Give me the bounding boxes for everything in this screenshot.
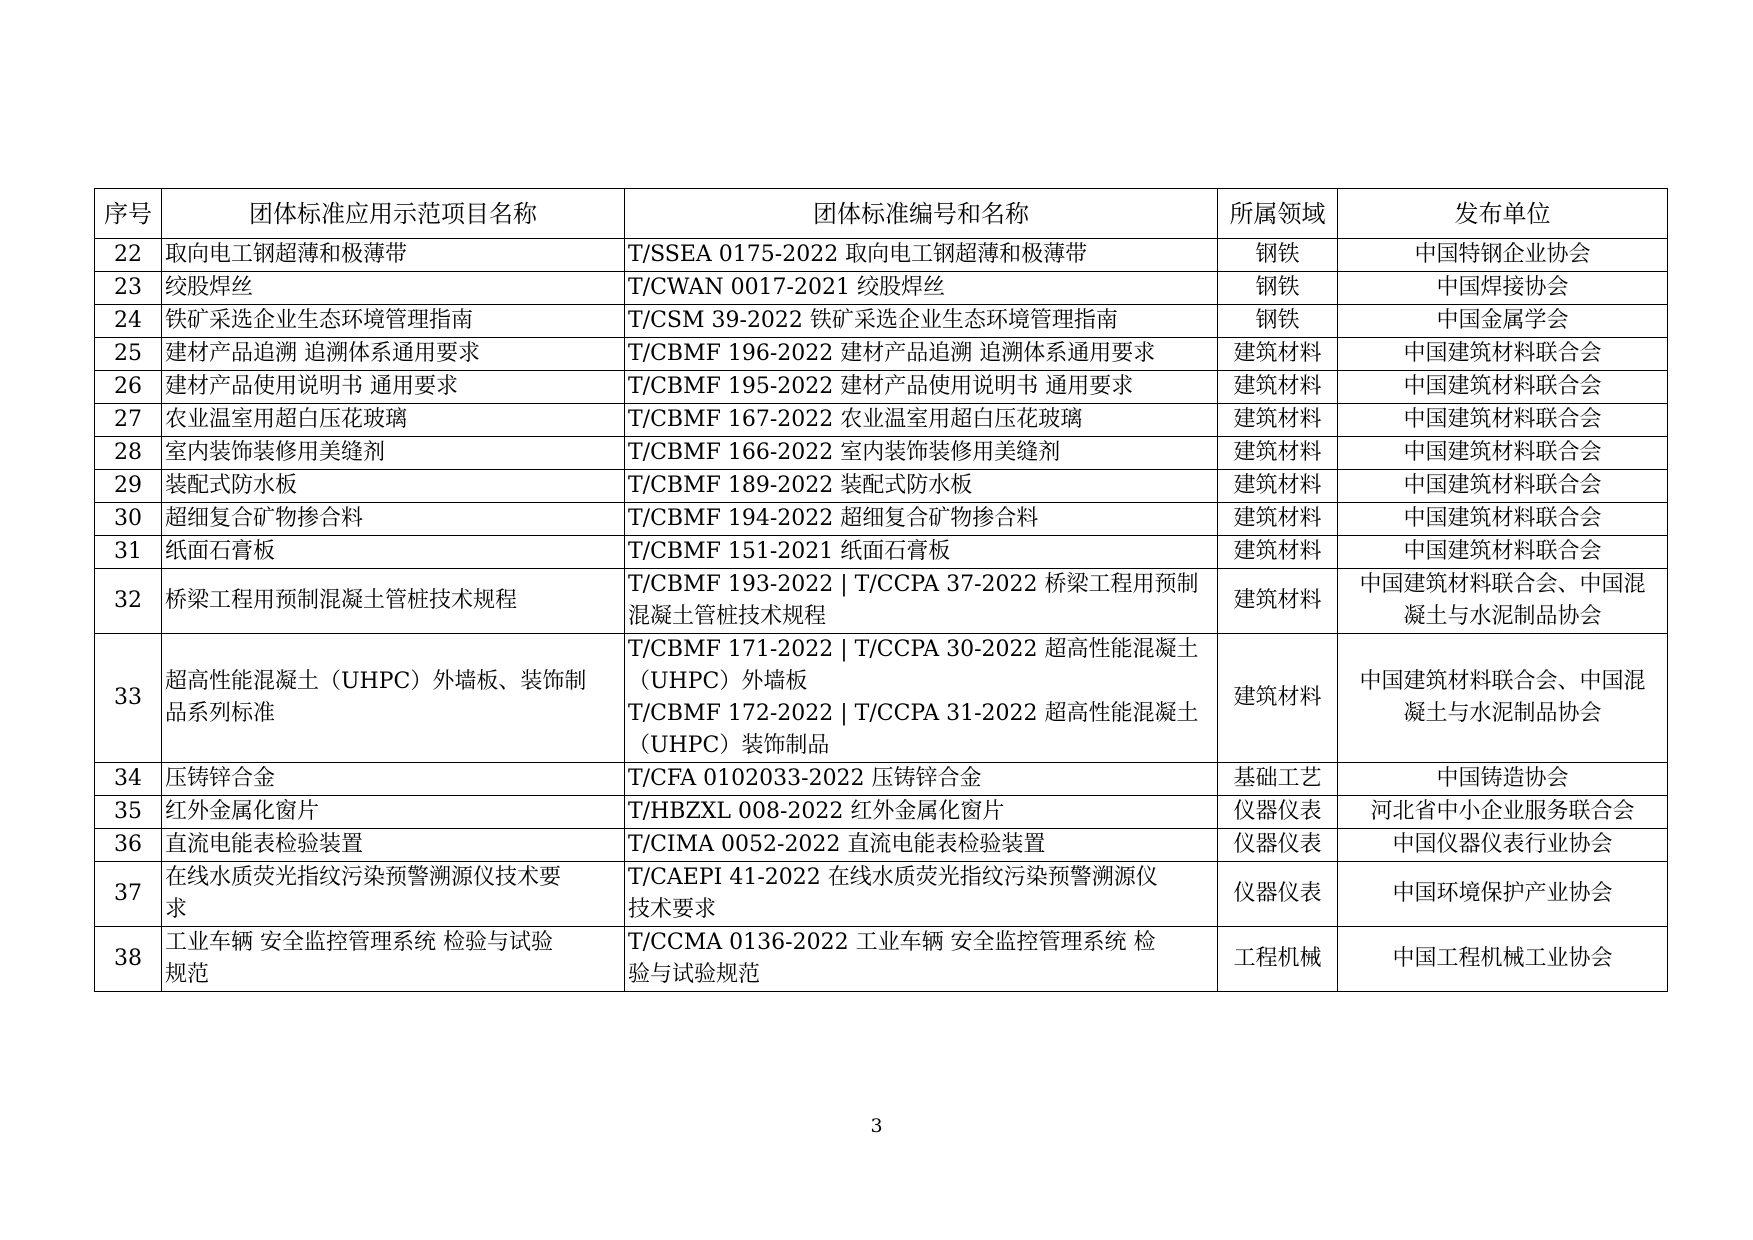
cell-project-name	[162, 569, 625, 634]
cell-field: 钢铁	[1218, 272, 1338, 305]
cell-standard-code-line: T/CFA 0102033-2022 压铸锌合金	[628, 766, 982, 791]
cell-project-name	[162, 536, 625, 569]
cell-field: 建筑材料	[1218, 437, 1338, 470]
table-row	[95, 503, 1668, 536]
page-number: 3	[870, 1115, 883, 1137]
cell-publisher-line: 中国建筑材料联合会	[1403, 539, 1602, 564]
cell-field: 钢铁	[1218, 239, 1338, 272]
table-row	[95, 829, 1668, 862]
cell-publisher	[1338, 829, 1668, 862]
cell-publisher	[1338, 569, 1668, 634]
cell-no: 38	[95, 927, 162, 992]
cell-publisher	[1338, 338, 1668, 371]
cell-publisher-line: 中国建筑材料联合会	[1403, 506, 1602, 531]
cell-publisher-line: 中国环境保护产业协会	[1392, 881, 1613, 906]
cell-project-name	[162, 272, 625, 305]
cell-project-name-line: 求	[165, 897, 188, 922]
cell-standard-code-line: T/CBMF 194-2022 超细复合矿物掺合料	[628, 506, 1039, 531]
cell-standard-code	[625, 305, 1218, 338]
cell-publisher-line: 中国金属学会	[1436, 308, 1569, 333]
cell-publisher	[1338, 503, 1668, 536]
cell-field: 基础工艺	[1218, 763, 1338, 796]
table-header-row	[95, 189, 1668, 239]
cell-project-name-line: 装配式防水板	[165, 473, 298, 498]
header-standard-code: 团体标准编号和名称	[625, 189, 1218, 239]
cell-project-name	[162, 796, 625, 829]
cell-no: 22	[95, 239, 162, 272]
cell-publisher-line: 中国焊接协会	[1436, 275, 1569, 300]
cell-project-name	[162, 862, 625, 927]
cell-standard-code	[625, 569, 1218, 634]
header-project-name: 团体标准应用示范项目名称	[162, 189, 625, 239]
cell-project-name-line: 铁矿采选企业生态环境管理指南	[165, 308, 474, 333]
cell-no: 26	[95, 371, 162, 404]
cell-field: 钢铁	[1218, 305, 1338, 338]
table-row	[95, 470, 1668, 503]
cell-standard-code-line: T/CAEPI 41-2022 在线水质荧光指纹污染预警溯源仪	[628, 865, 1158, 890]
cell-publisher-line: 中国工程机械工业协会	[1392, 946, 1613, 971]
cell-project-name	[162, 437, 625, 470]
cell-project-name	[162, 763, 625, 796]
table-row	[95, 239, 1668, 272]
cell-publisher	[1338, 371, 1668, 404]
cell-project-name	[162, 239, 625, 272]
cell-project-name	[162, 503, 625, 536]
cell-project-name	[162, 829, 625, 862]
table-row	[95, 404, 1668, 437]
cell-standard-code	[625, 338, 1218, 371]
cell-project-name-line: 农业温室用超白压花玻璃	[165, 407, 408, 432]
cell-project-name-line: 桥梁工程用预制混凝土管桩技术规程	[165, 588, 518, 613]
cell-no: 28	[95, 437, 162, 470]
cell-project-name-line: 建材产品追溯 追溯体系通用要求	[165, 341, 480, 366]
cell-publisher	[1338, 239, 1668, 272]
cell-standard-code	[625, 763, 1218, 796]
cell-standard-code	[625, 796, 1218, 829]
cell-publisher	[1338, 536, 1668, 569]
cell-standard-code-line: T/CBMF 166-2022 室内装饰装修用美缝剂	[628, 440, 1061, 465]
table-row	[95, 763, 1668, 796]
cell-field: 建筑材料	[1218, 338, 1338, 371]
cell-publisher	[1338, 927, 1668, 992]
cell-publisher-line: 中国建筑材料联合会	[1403, 407, 1602, 432]
cell-project-name-line: 超细复合矿物掺合料	[165, 506, 364, 531]
table-row	[95, 437, 1668, 470]
cell-project-name	[162, 338, 625, 371]
header-no: 序号	[95, 189, 162, 239]
cell-publisher	[1338, 634, 1668, 763]
cell-publisher	[1338, 437, 1668, 470]
cell-project-name-line: 工业车辆 安全监控管理系统 检验与试验	[165, 930, 553, 955]
cell-no: 36	[95, 829, 162, 862]
cell-field: 工程机械	[1218, 927, 1338, 992]
cell-standard-code-line: T/CWAN 0017-2021 绞股焊丝	[628, 275, 945, 300]
cell-publisher	[1338, 796, 1668, 829]
cell-field: 建筑材料	[1218, 536, 1338, 569]
cell-field: 建筑材料	[1218, 634, 1338, 763]
cell-standard-code	[625, 862, 1218, 927]
cell-standard-code	[625, 503, 1218, 536]
cell-standard-code	[625, 437, 1218, 470]
cell-no: 35	[95, 796, 162, 829]
cell-project-name-line: 品系列标准	[165, 701, 276, 726]
table-row	[95, 305, 1668, 338]
cell-publisher-line: 中国建筑材料联合会、中国混	[1359, 669, 1646, 694]
cell-no: 24	[95, 305, 162, 338]
table-row	[95, 569, 1668, 634]
cell-publisher-line: 凝土与水泥制品协会	[1403, 701, 1602, 726]
cell-project-name	[162, 404, 625, 437]
cell-standard-code	[625, 829, 1218, 862]
cell-no: 29	[95, 470, 162, 503]
cell-publisher	[1338, 470, 1668, 503]
cell-standard-code-line: T/HBZXL 008-2022 红外金属化窗片	[628, 799, 1005, 824]
cell-project-name-line: 纸面石膏板	[165, 539, 276, 564]
cell-standard-code-line: T/CBMF 167-2022 农业温室用超白压花玻璃	[628, 407, 1083, 432]
table-row	[95, 272, 1668, 305]
cell-no: 27	[95, 404, 162, 437]
cell-publisher	[1338, 272, 1668, 305]
table-row	[95, 796, 1668, 829]
cell-standard-code-line: T/CIMA 0052-2022 直流电能表检验装置	[628, 832, 1046, 857]
table-row	[95, 338, 1668, 371]
cell-project-name-line: 在线水质荧光指纹污染预警溯源仪技术要	[165, 865, 562, 890]
table-body	[95, 239, 1668, 992]
cell-standard-code-line: T/CBMF 171-2022 | T/CCPA 30-2022 超高性能混凝土	[628, 637, 1199, 662]
cell-standard-code-line: T/CBMF 196-2022 建材产品追溯 追溯体系通用要求	[628, 341, 1156, 366]
table-row	[95, 371, 1668, 404]
cell-publisher-line: 中国特钢企业协会	[1414, 242, 1591, 267]
cell-no: 33	[95, 634, 162, 763]
cell-standard-code-line: T/CCMA 0136-2022 工业车辆 安全监控管理系统 检	[628, 930, 1156, 955]
cell-field: 建筑材料	[1218, 404, 1338, 437]
cell-no: 32	[95, 569, 162, 634]
cell-standard-code-line: 混凝土管桩技术规程	[628, 604, 827, 629]
cell-standard-code	[625, 404, 1218, 437]
cell-publisher	[1338, 862, 1668, 927]
cell-project-name-line: 绞股焊丝	[165, 275, 254, 300]
cell-no: 31	[95, 536, 162, 569]
cell-standard-code	[625, 634, 1218, 763]
table-row	[95, 862, 1668, 927]
cell-publisher-line: 中国建筑材料联合会	[1403, 440, 1602, 465]
cell-standard-code-line: T/CSM 39-2022 铁矿采选企业生态环境管理指南	[628, 308, 1118, 333]
cell-publisher-line: 中国铸造协会	[1436, 766, 1569, 791]
cell-field: 建筑材料	[1218, 569, 1338, 634]
cell-publisher	[1338, 305, 1668, 338]
cell-publisher	[1338, 404, 1668, 437]
cell-standard-code	[625, 239, 1218, 272]
cell-no: 34	[95, 763, 162, 796]
cell-project-name-line: 建材产品使用说明书 通用要求	[165, 374, 458, 399]
cell-standard-code-line: 验与试验规范	[628, 962, 761, 987]
cell-project-name-line: 取向电工钢超薄和极薄带	[165, 242, 408, 267]
cell-field: 建筑材料	[1218, 470, 1338, 503]
cell-publisher	[1338, 763, 1668, 796]
cell-standard-code	[625, 371, 1218, 404]
cell-standard-code	[625, 470, 1218, 503]
cell-project-name-line: 压铸锌合金	[165, 766, 276, 791]
cell-field: 建筑材料	[1218, 503, 1338, 536]
cell-standard-code-line: T/CBMF 193-2022 | T/CCPA 37-2022 桥梁工程用预制	[628, 572, 1199, 597]
cell-publisher-line: 中国仪器仪表行业协会	[1392, 832, 1613, 857]
cell-standard-code-line: T/CBMF 195-2022 建材产品使用说明书 通用要求	[628, 374, 1134, 399]
cell-project-name	[162, 927, 625, 992]
cell-project-name-line: 红外金属化窗片	[165, 799, 320, 824]
cell-standard-code	[625, 272, 1218, 305]
cell-standard-code-line: T/CBMF 151-2021 纸面石膏板	[628, 539, 951, 564]
cell-standard-code-line: （UHPC）装饰制品	[628, 733, 830, 758]
cell-project-name-line: 超高性能混凝土（UHPC）外墙板、装饰制	[165, 669, 587, 694]
cell-field: 仪器仪表	[1218, 829, 1338, 862]
cell-project-name	[162, 470, 625, 503]
cell-publisher-line: 中国建筑材料联合会	[1403, 341, 1602, 366]
cell-field: 仪器仪表	[1218, 862, 1338, 927]
cell-no: 25	[95, 338, 162, 371]
table-row	[95, 927, 1668, 992]
cell-publisher-line: 中国建筑材料联合会	[1403, 473, 1602, 498]
cell-no: 37	[95, 862, 162, 927]
cell-no: 30	[95, 503, 162, 536]
cell-standard-code-line: T/CBMF 172-2022 | T/CCPA 31-2022 超高性能混凝土	[628, 701, 1199, 726]
cell-standard-code-line: T/SSEA 0175-2022 取向电工钢超薄和极薄带	[628, 242, 1088, 267]
cell-standard-code-line: 技术要求	[628, 897, 717, 922]
cell-project-name-line: 规范	[165, 962, 210, 987]
cell-standard-code	[625, 536, 1218, 569]
cell-project-name	[162, 305, 625, 338]
cell-project-name-line: 室内装饰装修用美缝剂	[165, 440, 386, 465]
cell-publisher-line: 中国建筑材料联合会	[1403, 374, 1602, 399]
cell-standard-code-line: （UHPC）外墙板	[628, 669, 808, 694]
standards-table	[94, 188, 1668, 992]
cell-project-name-line: 直流电能表检验装置	[165, 832, 364, 857]
cell-project-name	[162, 371, 625, 404]
cell-publisher-line: 凝土与水泥制品协会	[1403, 604, 1602, 629]
table-row	[95, 634, 1668, 763]
cell-no: 23	[95, 272, 162, 305]
cell-field: 仪器仪表	[1218, 796, 1338, 829]
cell-standard-code	[625, 927, 1218, 992]
header-field: 所属领域	[1218, 189, 1338, 239]
cell-publisher-line: 中国建筑材料联合会、中国混	[1359, 572, 1646, 597]
table-row	[95, 536, 1668, 569]
cell-publisher-line: 河北省中小企业服务联合会	[1370, 799, 1635, 824]
cell-standard-code-line: T/CBMF 189-2022 装配式防水板	[628, 473, 973, 498]
header-publisher: 发布单位	[1338, 189, 1668, 239]
cell-project-name	[162, 634, 625, 763]
cell-field: 建筑材料	[1218, 371, 1338, 404]
